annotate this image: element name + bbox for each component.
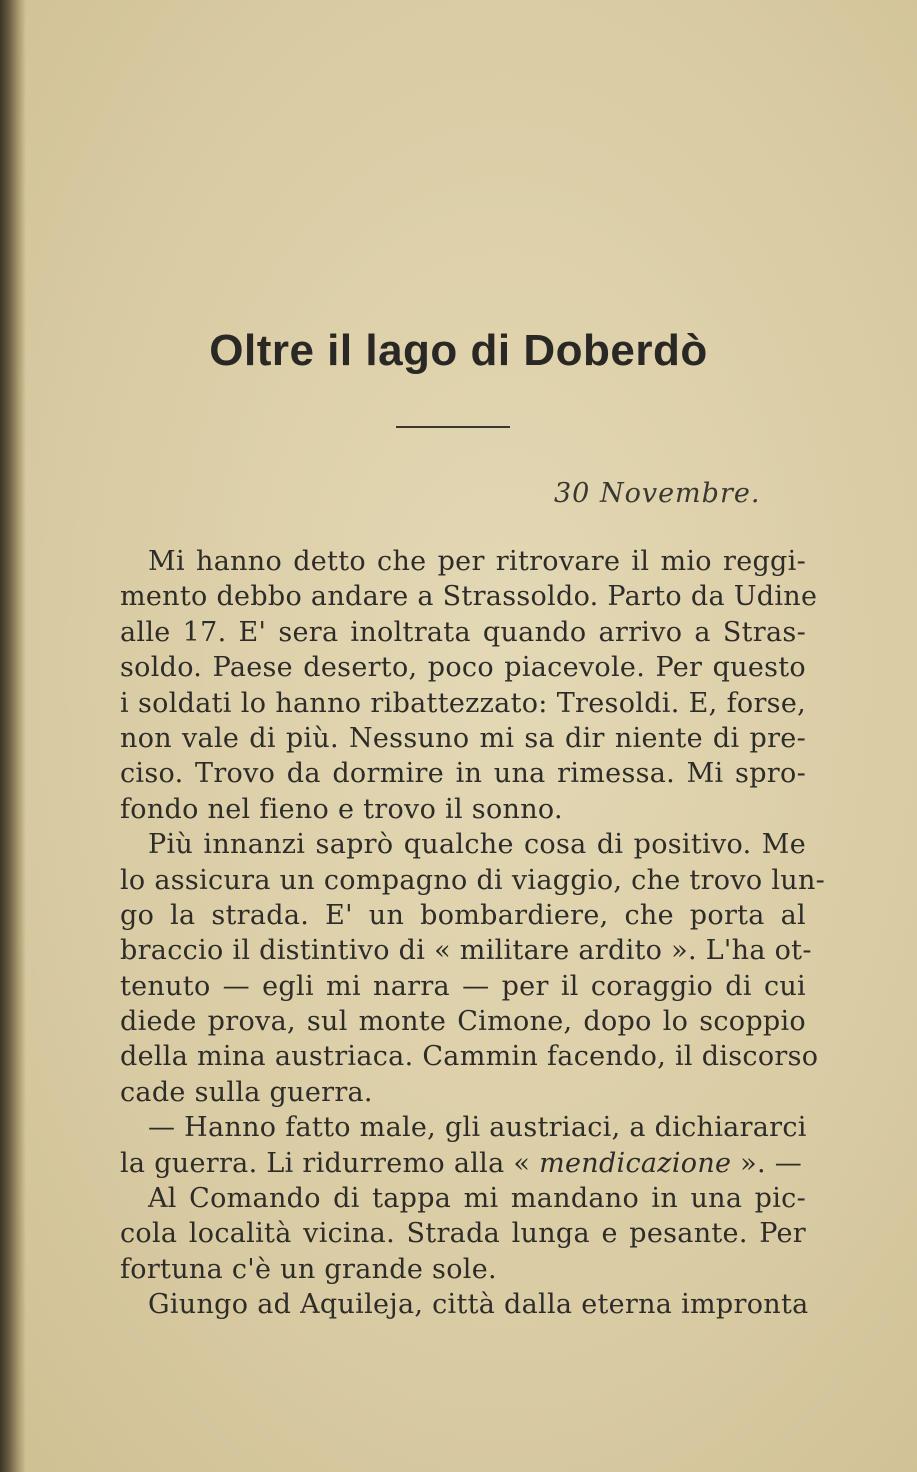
text-line-part: la guerra. Li ridurremo alla « mendicazione ». — bbox=[120, 1147, 803, 1179]
text-line: mento debbo andare a Strassoldo. Parto da Udine bbox=[120, 581, 818, 613]
chapter-title: Oltre il lago di Doberdò bbox=[209, 326, 708, 375]
text-line: fondo nel fieno e trovo il sonno. bbox=[120, 793, 563, 825]
text-line: della mina austriaca. Cammin facendo, il discorso bbox=[120, 1041, 819, 1073]
text-line: — Hanno fatto male, gli austriaci, a dichiararci bbox=[148, 1112, 807, 1144]
text-line: Al Comando di tappa mi mandano in una pic- bbox=[148, 1183, 806, 1215]
body-text bbox=[120, 544, 826, 1323]
text-line: Giungo ad Aquileja, città dalla eterna impronta bbox=[148, 1289, 809, 1321]
text-line: Mi hanno detto che per ritrovare il mio reggi- bbox=[148, 546, 806, 577]
text-line: tenuto — egli mi narra — per il coraggio di cui bbox=[120, 970, 806, 1002]
text-line: cade sulla guerra. bbox=[120, 1076, 373, 1108]
text-line: go la strada. E' un bombardiere, che porta al bbox=[120, 899, 806, 931]
text-line: lo assicura un compagno di viaggio, che trovo lun- bbox=[120, 864, 826, 896]
text-line: ciso. Trovo da dormire in una rimessa. Mi spro- bbox=[120, 758, 806, 790]
text-line: i soldati lo hanno ribattezzato: Tresoldi. E, forse, bbox=[120, 687, 806, 719]
text-line: cola località vicina. Strada lunga e pesante. Per bbox=[120, 1218, 806, 1250]
text-line: braccio il distintivo di « militare ardito ». L'ha ot- bbox=[120, 935, 812, 967]
text-line bbox=[120, 1146, 806, 1181]
text-line: diede prova, sul monte Cimone, dopo lo scoppio bbox=[120, 1006, 806, 1038]
text-line: soldo. Paese deserto, poco piacevole. Per questo bbox=[120, 652, 806, 684]
text-line: Più innanzi saprò qualche cosa di positivo. Me bbox=[148, 829, 806, 861]
title-divider bbox=[396, 426, 510, 428]
text-line: alle 17. E' sera inoltrata quando arrivo a Stras- bbox=[120, 616, 806, 648]
entry-date: 30 Novembre. bbox=[554, 478, 761, 509]
italic-word: mendicazione bbox=[539, 1147, 732, 1179]
text-line: non vale di più. Nessuno mi sa dir niente di pre- bbox=[120, 722, 806, 754]
page-gutter-shadow bbox=[0, 0, 26, 1472]
text-line: fortuna c'è un grande sole. bbox=[120, 1253, 497, 1285]
